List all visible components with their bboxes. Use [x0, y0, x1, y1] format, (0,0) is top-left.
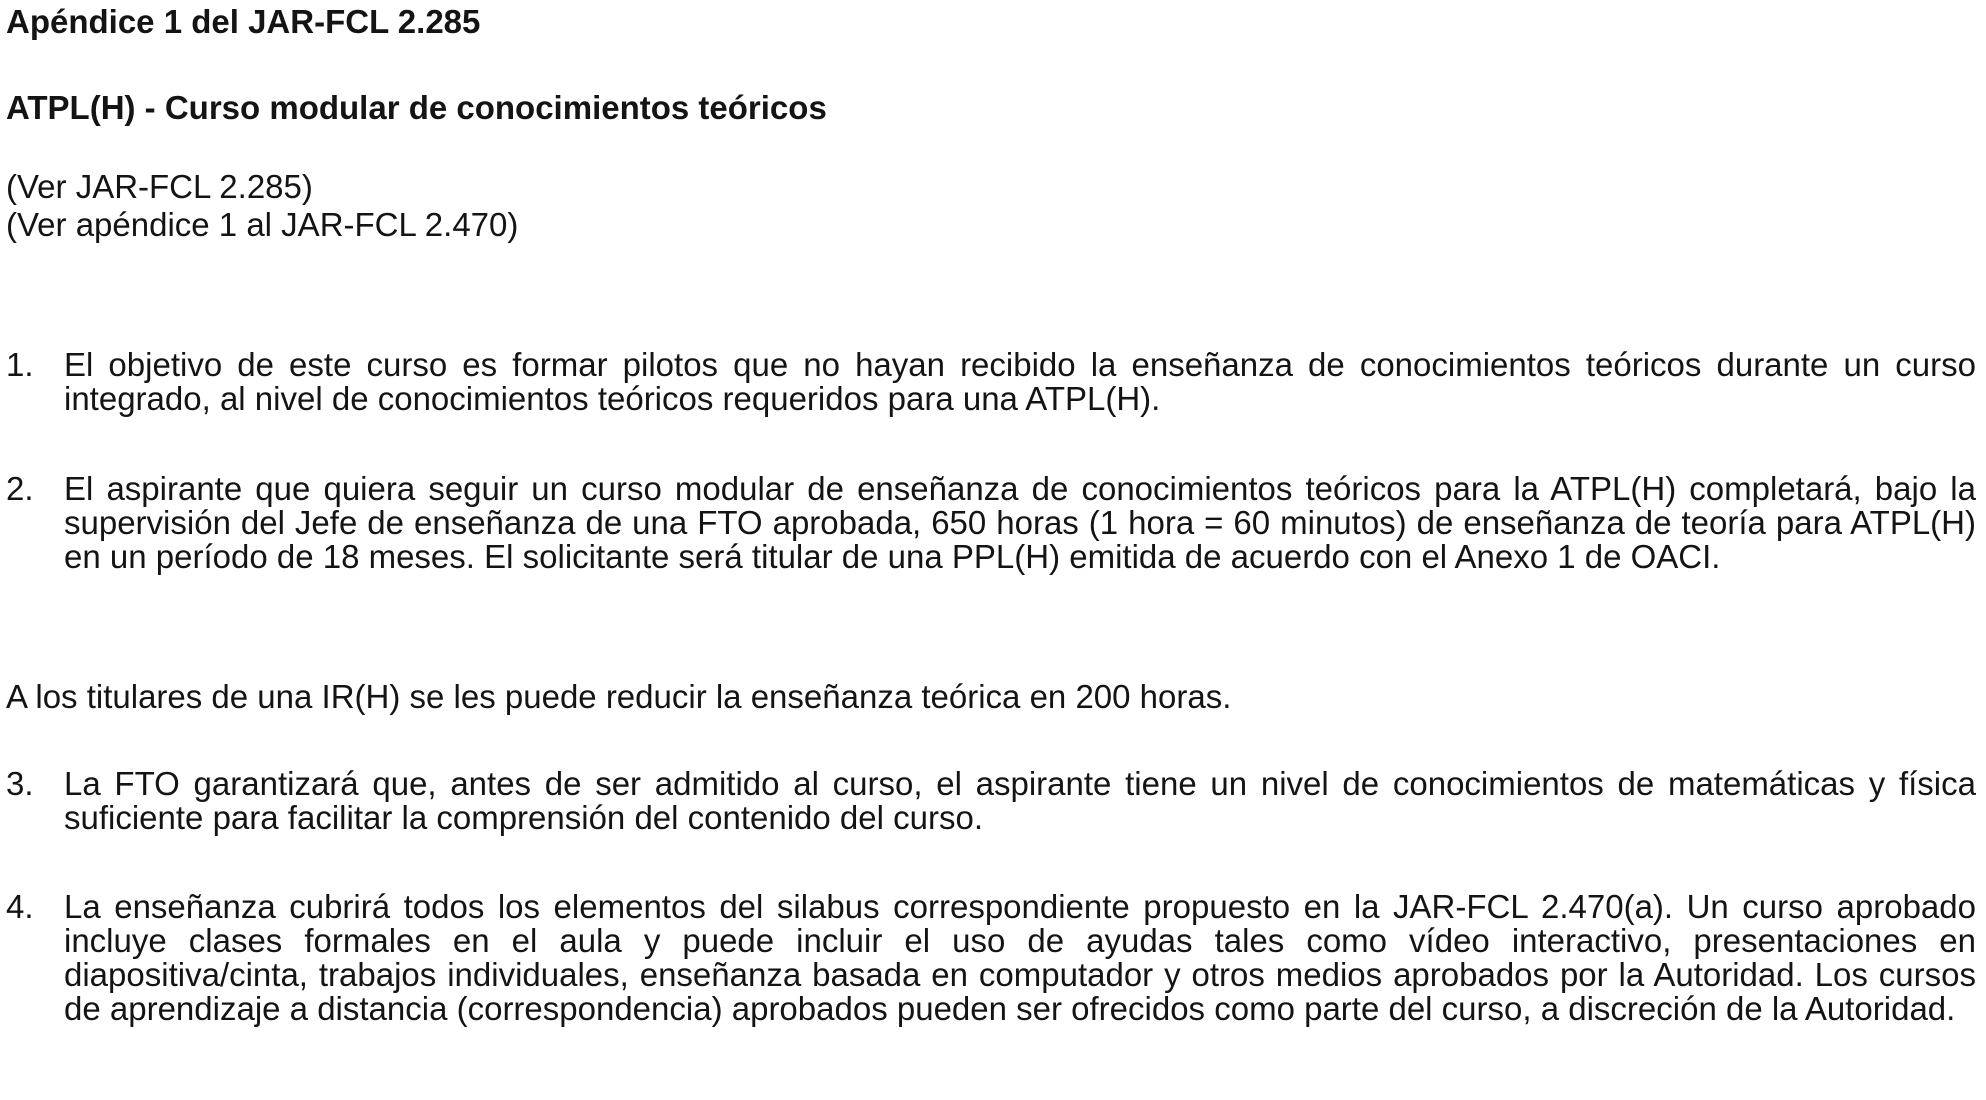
reference-list	[6, 168, 518, 244]
numbered-paragraph	[6, 348, 1976, 416]
document-subtitle: ATPL(H) - Curso modular de conocimientos teóricos	[6, 89, 827, 126]
paragraph-text: El aspirante que quiera seguir un curso modular de enseñanza de conocimientos teóricos para la ATPL(H) completará, bajo la supervisión del Jefe de enseñanza de una FTO aprobada, 650 horas (1 hora = 60 minutos) de enseñanza de teoría para ATPL(H) en un período de 18 meses. El solicitante será titular de una PPL(H) emitida de acuerdo con el Anexo 1 de OACI.	[64, 470, 1976, 575]
paragraph-number: 2.	[6, 470, 34, 507]
numbered-paragraph	[6, 767, 1976, 835]
paragraph-number: 3.	[6, 765, 34, 802]
document-title: Apéndice 1 del JAR-FCL 2.285	[6, 3, 481, 40]
paragraph-number: 1.	[6, 346, 34, 383]
reference-line: (Ver apéndice 1 al JAR-FCL 2.470)	[6, 206, 519, 243]
paragraph-text: La enseñanza cubrirá todos los elementos del silabus correspondiente propuesto en la JAR-FCL 2.470(a). Un curso aprobado incluye clases formales en el aula y puede incluir el uso de ayudas tales como vídeo interactivo, presentaciones en diapositiva/cinta, trabajos individuales, enseñanza basada en computador y otros medios aprobados por la Autoridad. Los cursos de aprendizaje a distancia (correspondencia) aprobados pueden ser ofrecidos como parte del curso, a discreción de la Autoridad.	[64, 888, 1976, 1027]
numbered-paragraph	[6, 472, 1976, 574]
paragraph-number: 4.	[6, 888, 34, 925]
paragraph-text: El objetivo de este curso es formar pilotos que no hayan recibido la enseñanza de conocimientos teóricos durante un curso integrado, al nivel de conocimientos teóricos requeridos para una ATPL(H).	[64, 346, 1976, 417]
reduction-note: A los titulares de una IR(H) se les puede reducir la enseñanza teórica en 200 horas.	[6, 678, 1232, 715]
reference-line: (Ver JAR-FCL 2.285)	[6, 168, 313, 205]
numbered-paragraph	[6, 890, 1976, 1026]
paragraph-text: La FTO garantizará que, antes de ser admitido al curso, el aspirante tiene un nivel de conocimientos de matemáticas y física suficiente para facilitar la comprensión del contenido del curso.	[64, 765, 1976, 836]
